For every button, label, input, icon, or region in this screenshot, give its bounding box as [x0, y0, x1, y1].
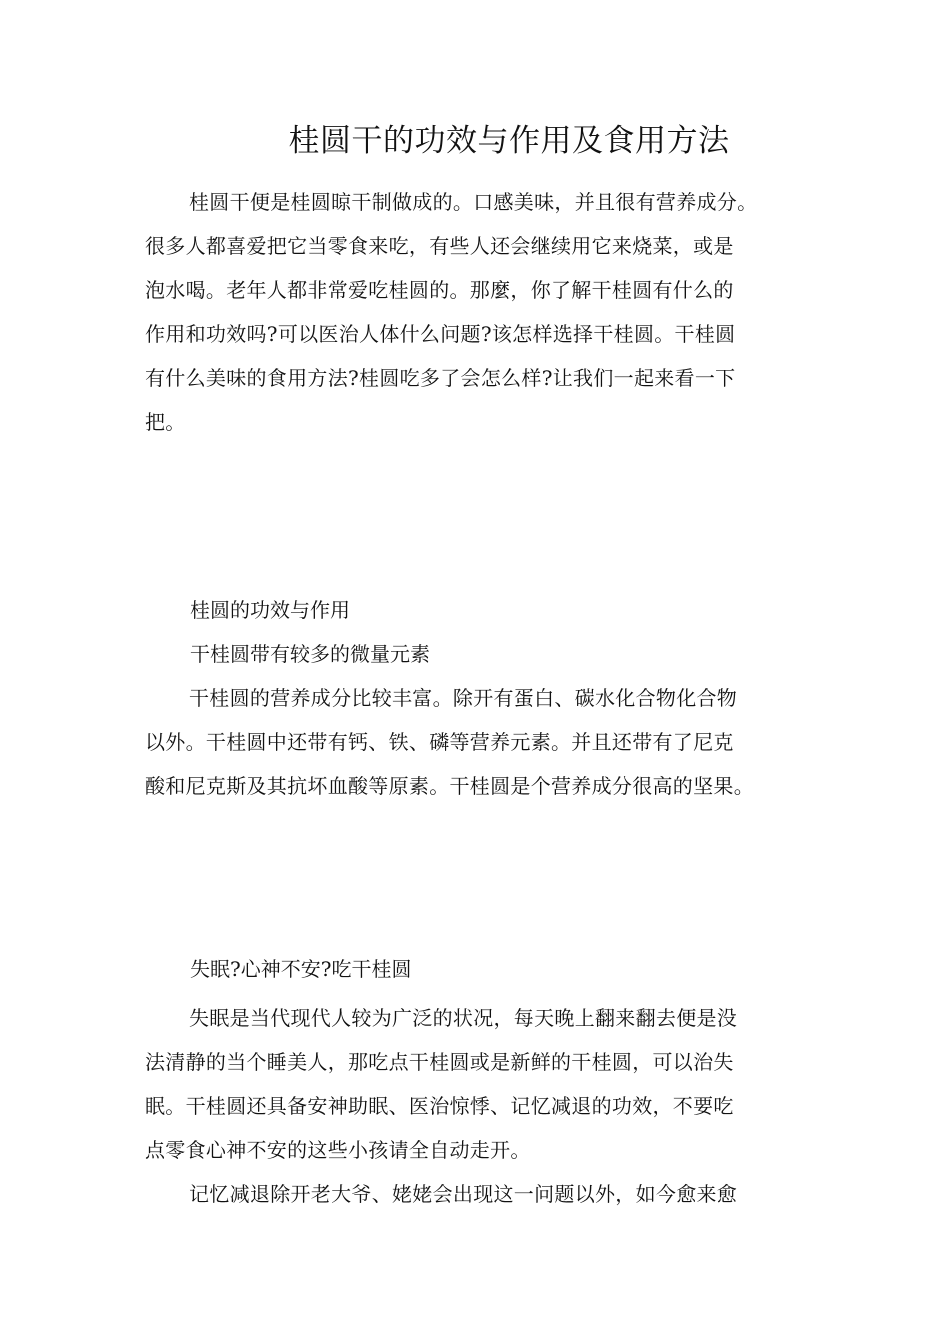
insomnia-paragraph: 失眠是当代现代人较为广泛的状况，每天晚上翻来翻去便是没 法清静的当个睡美人，那吃点干桂圆或是新鲜的干桂圆，可以治失 眠。干桂圆还具备安神助眠、医治惊悸、记忆减退的功效，不要吃 点零食心神不安的这些小孩请全自动走开。	[145, 1006, 738, 1162]
intro-paragraph: 桂圆干便是桂圆晾干制做成的。口感美味，并且很有营养成分。 很多人都喜爱把它当零食来吃，有些人还会继续用它来烧菜，或是 泡水喝。老年人都非常爱吃桂圆的。那麼，你了解干桂圆有什么的 作用和功效吗?可以医治人体什么问题?该怎样选择干桂圆。干桂圆 有什么美味的食用方法?桂圆吃多了会怎么样?让我们一起来看一下 把。	[145, 190, 758, 434]
section-subheading-trace-elements: 干桂圆带有较多的微量元素	[190, 642, 430, 666]
section-heading-insomnia: 失眠?心神不安?吃干桂圆	[190, 957, 412, 981]
document-title: 桂圆干的功效与作用及食用方法	[288, 123, 730, 159]
trace-elements-paragraph: 干桂圆的营养成分比较丰富。除开有蛋白、碳水化合物化合物 以外。干桂圆中还带有钙、铁、磷等营养元素。并且还带有了尼克 酸和尼克斯及其抗坏血酸等原素。干桂圆是个营养成分很高的坚果。	[145, 686, 754, 798]
section-heading-benefits: 桂圆的功效与作用	[190, 598, 350, 622]
memory-paragraph: 记忆减退除开老大爷、姥姥会出现这一问题以外，如今愈来愈	[189, 1182, 738, 1206]
